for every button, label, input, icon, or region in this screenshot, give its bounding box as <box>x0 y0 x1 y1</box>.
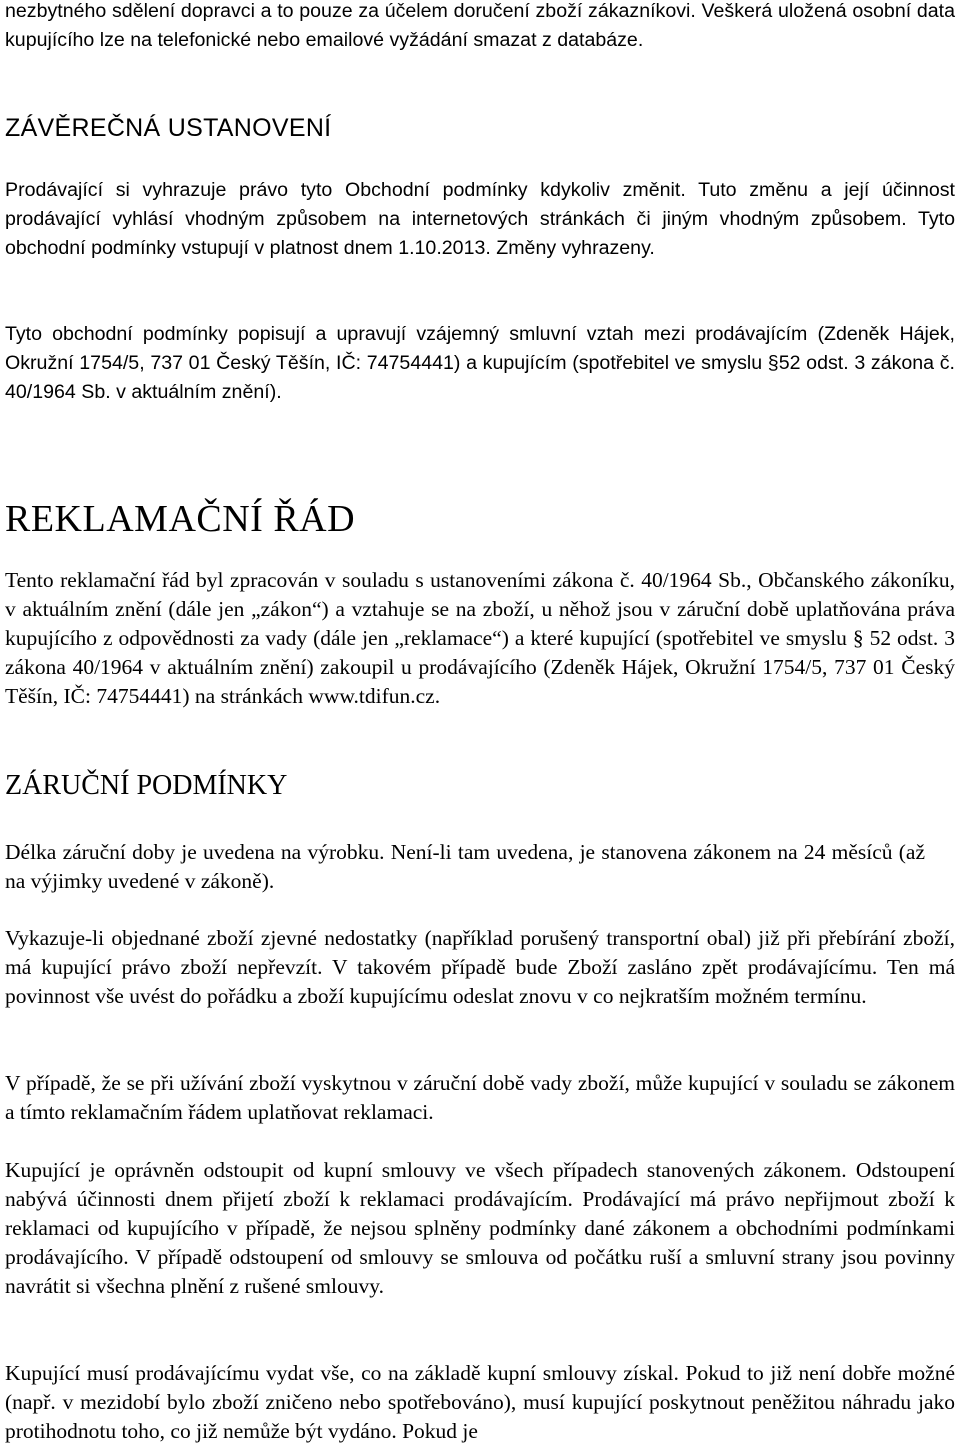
final-provisions-paragraph-2: Tyto obchodní podmínky popisují a upravují vzájemný smluvní vztah mezi prodávajícím (Zdeněk Hájek, Okružní 1754/5, 737 01 Český Těšín, IČ: 74754441) a kupujícím (spotřebitel ve smyslu §52 odst. 3 zákona č. 40/1964 Sb. v aktuálním znění). <box>5 323 955 403</box>
final-provisions-heading: ZÁVĚREČNÁ USTANOVENÍ <box>5 114 332 142</box>
intro-fragment: nezbytného sdělení dopravci a to pouze za účelem doručení zboží zákazníkovi. Veškerá uložená osobní data kupujícího lze na telefonické nebo emailové vyžádání smazat z databáze. <box>5 0 955 51</box>
complaints-heading: REKLAMAČNÍ ŘÁD <box>5 498 356 540</box>
warranty-paragraph-3: V případě, že se při užívání zboží vyskytnou v záruční době vady zboží, může kupující v souladu se zákonem a tímto reklamačním řádem uplatňovat reklamaci. <box>5 1071 955 1124</box>
warranty-paragraph-2: Vykazuje-li objednané zboží zjevné nedostatky (například porušený transportní obal) již při přebírání zboží, má kupující právo zboží nepřevzít. V takovém případě bude Zboží zasláno zpět prodávajícímu. Ten má povinnost vše uvést do pořádku a zboží kupujícímu odeslat znovu v co nejkratším možném termínu. <box>5 926 955 1008</box>
warranty-paragraph-5: Kupující musí prodávajícímu vydat vše, co na základě kupní smlouvy získal. Pokud to již není dobře možné (např. v mezidobí bylo zboží zničeno nebo spotřebováno), musí kupující poskytnout peněžitou náhradu jako protihodnotu toho, co již nemůže být vydáno. Pokud je <box>5 1361 955 1443</box>
warranty-heading: ZÁRUČNÍ PODMÍNKY <box>5 770 288 801</box>
warranty-paragraph-4: Kupující je oprávněn odstoupit od kupní smlouvy ve všech případech stanovených zákonem. Odstoupení nabývá účinnosti dnem přijetí zboží k reklamaci prodávajícím. Prodávající má právo nepřijmout zboží k reklamaci od kupujícího v případě, že nejsou splněny podmínky dané zákonem a obchodními podmínkami prodávajícího. V případě odstoupení od smlouvy se smlouva od počátku ruší a smluvní strany jsou povinny navrátit si všechna plnění z rušené smlouvy. <box>5 1158 955 1298</box>
final-provisions-paragraph-1: Prodávající si vyhrazuje právo tyto Obchodní podmínky kdykoliv změnit. Tuto změnu a její účinnost prodávající vyhlásí vhodným způsobem na internetových stránkách či jiným vhodným způsobem. Tyto obchodní podmínky vstupují v platnost dnem 1.10.2013. Změny vyhrazeny. <box>5 179 955 259</box>
warranty-paragraph-1: Délka záruční doby je uvedena na výrobku. Není-li tam uvedena, je stanovena zákonem na 24 měsíců (až na výjimky uvedené v zákoně). <box>5 840 925 893</box>
complaints-paragraph-1: Tento reklamační řád byl zpracován v souladu s ustanoveními zákona č. 40/1964 Sb., Občanského zákoníku, v aktuálním znění (dále jen „zákon“) a vztahuje se na zboží, u něhož jsou v záruční době uplatňována práva kupujícího z odpovědnosti za vady (dále jen „reklamace“) a které kupující (spotřebitel ve smyslu § 52 odst. 3 zákona 40/1964 v aktuálním znění) zakoupil u prodávajícího (Zdeněk Hájek, Okružní 1754/5, 737 01 Český Těšín, IČ: 74754441) na stránkách www.tdifun.cz. <box>5 568 955 708</box>
